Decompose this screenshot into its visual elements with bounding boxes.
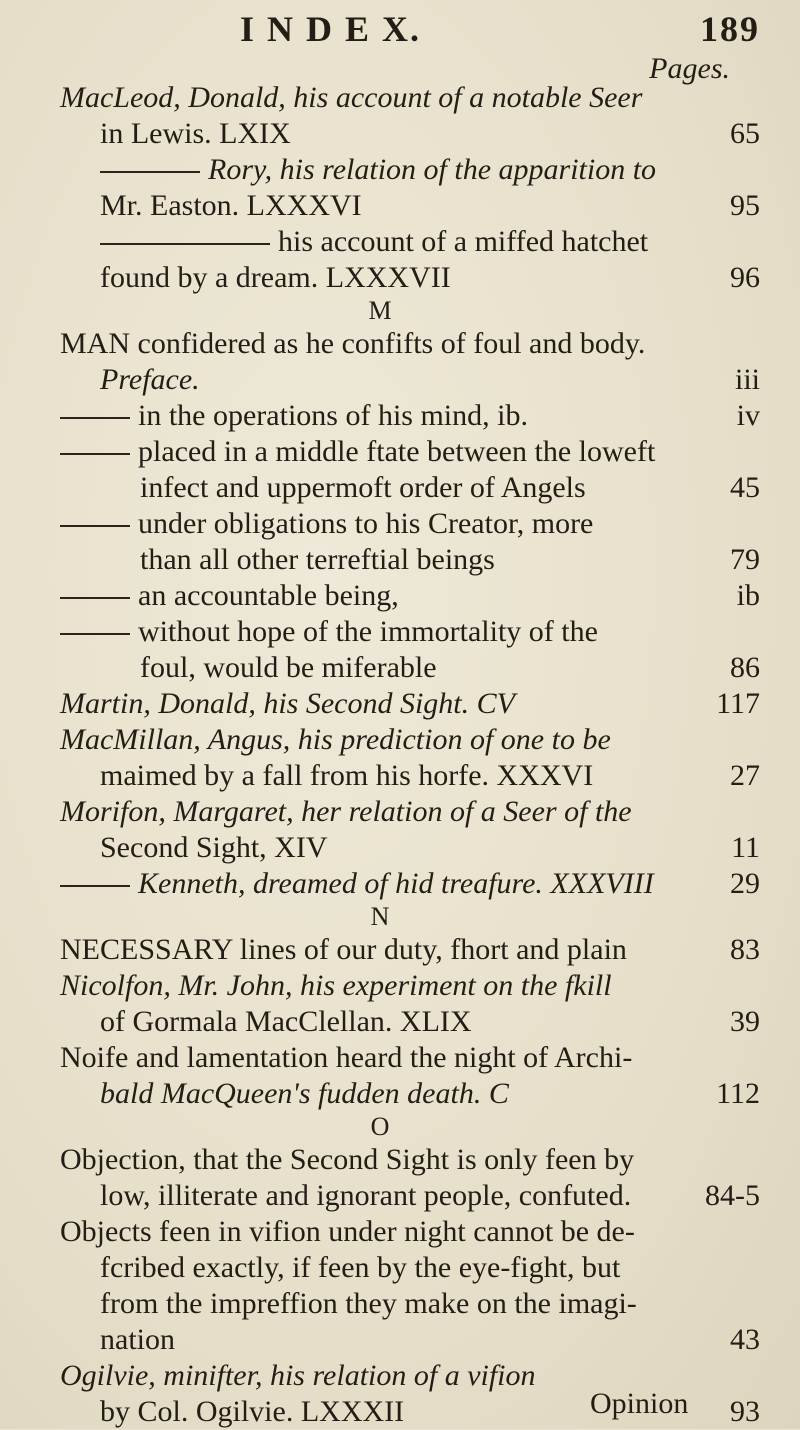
index-entry: maimed by a fall from his horfe. XXXVI 27 (100, 759, 760, 792)
index-entry: Martin, Donald, his Second Sight. CV 117 (60, 687, 760, 720)
section-letter: N (370, 902, 390, 931)
index-entry: low, illiterate and ignorant people, confuted. 84-5 (100, 1179, 760, 1212)
index-entry: found by a dream. LXXXVII 96 (100, 261, 760, 294)
ditto-dash (60, 525, 130, 527)
index-entry: in the operations of his mind, ib. iv (0, 398, 800, 434)
index-entry: without hope of the immortality of the (0, 614, 800, 650)
index-entry: MacLeod, Donald, his account of a notable Seer (60, 81, 643, 114)
index-entry: placed in a middle ftate between the loweft (0, 434, 800, 470)
index-entry: Objects feen in vifion under night cannot be de- (60, 1215, 635, 1248)
index-entry: Preface. iii (100, 363, 760, 396)
index-entry: nation 43 (100, 1323, 760, 1356)
ditto-dash (60, 597, 130, 599)
index-entry: Kenneth, dreamed of hid treafure. XXXVIII 29 (0, 866, 800, 902)
index-entry: from the impreffion they make on the imagi- (100, 1287, 637, 1320)
index-entry: MacMillan, Angus, his prediction of one to be (60, 723, 611, 756)
ditto-dash (60, 417, 130, 419)
section-letter: O (370, 1112, 390, 1141)
index-entry: under obligations to his Creator, more (0, 506, 800, 542)
index-entry: of Gormala MacClellan. XLIX 39 (100, 1005, 760, 1038)
index-entry: infect and uppermoft order of Angels 45 (140, 471, 760, 504)
section-letter: M (368, 296, 392, 325)
page-number: 189 (700, 9, 760, 49)
index-entry: Noife and lamentation heard the night of Archi- (60, 1041, 633, 1074)
index-entry: bald MacQueen's fudden death. C 112 (100, 1077, 760, 1110)
index-entry: Rory, his relation of the apparition to (0, 152, 800, 188)
index-entry: Morifon, Margaret, her relation of a Seer of the (60, 795, 632, 828)
index-entry: by Col. Ogilvie. LXXXII 93 (100, 1395, 760, 1428)
index-entry: Nicolfon, Mr. John, his experiment on the fkill (60, 969, 612, 1002)
index-entry: Second Sight, XIV 11 (100, 831, 760, 864)
ditto-dash (100, 243, 270, 245)
index-entry: his account of a miffed hatchet (0, 224, 800, 260)
ditto-dash (60, 453, 130, 455)
ditto-dash (60, 885, 130, 887)
index-entry: NECESSARY lines of our duty, fhort and plain 83 (60, 933, 760, 966)
index-entry: MAN confidered as he confifts of foul and body. (60, 327, 646, 360)
ditto-dash (100, 171, 200, 173)
index-entry: in Lewis. LXIX 65 (100, 117, 760, 150)
pages-column-label: Pages. (649, 52, 730, 85)
header-title: I N D E X. (240, 9, 422, 49)
catchword: Opinion (590, 1387, 689, 1420)
index-entry: than all other terreftial beings 79 (140, 543, 760, 576)
index-entry: Mr. Easton. LXXXVI 95 (100, 189, 760, 222)
index-entry: Ogilvie, minifter, his relation of a vifion (60, 1359, 536, 1392)
index-entries (0, 80, 800, 1430)
index-entry: foul, would be miferable 86 (140, 651, 760, 684)
ditto-dash (60, 633, 130, 635)
index-entry: Objection, that the Second Sight is only feen by (60, 1143, 635, 1176)
index-entry: fcribed exactly, if feen by the eye-fight, but (100, 1251, 621, 1284)
index-entry: an accountable being, ib (0, 578, 800, 614)
